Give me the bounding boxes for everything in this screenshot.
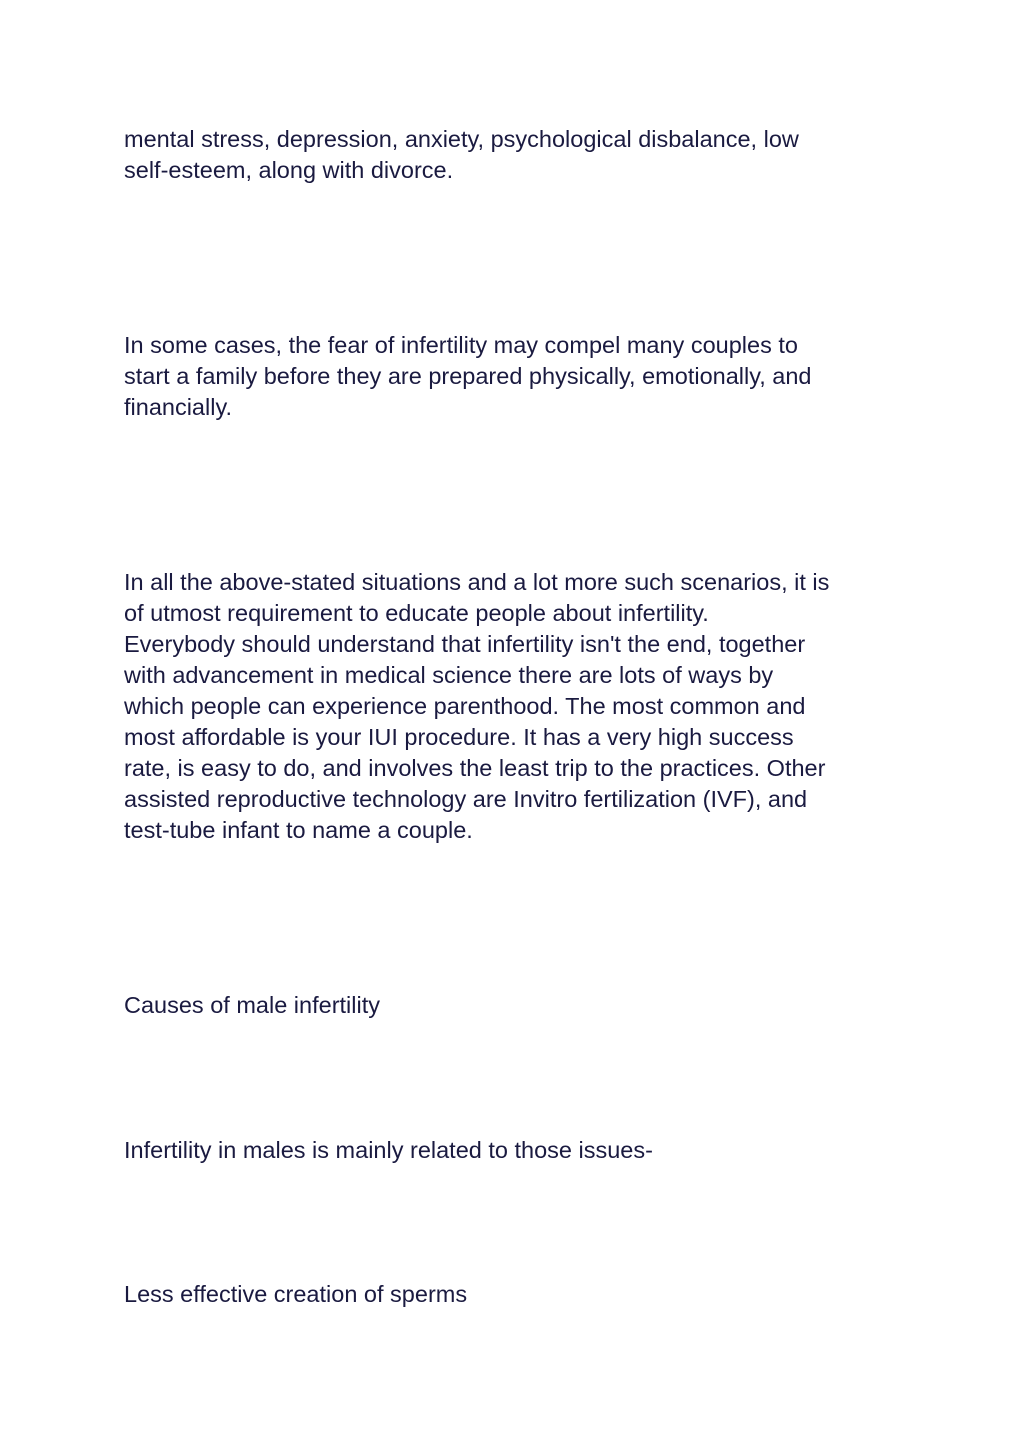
text-line: rate, is easy to do, and involves the least trip to the practices. Other [124,755,826,781]
section-heading-causes [124,990,914,1021]
paragraph-fear-of-infertility [124,330,914,423]
text-line: In some cases, the fear of infertility may compel many couples to [124,332,798,358]
paragraph-male-infertility-issues [124,1135,914,1166]
text-line: start a family before they are prepared physically, emotionally, and [124,363,812,389]
text-line: self-esteem, along with divorce. [124,157,454,183]
text-line: financially. [124,394,232,420]
text-line: assisted reproductive technology are Invitro fertilization (IVF), and [124,786,808,812]
paragraph-educate-people [124,567,914,846]
text-line: Less effective creation of sperms [124,1281,468,1307]
text-line: which people can experience parenthood. The most common and [124,693,806,719]
text-line: with advancement in medical science there are lots of ways by [124,662,774,688]
text-line: test-tube infant to name a couple. [124,817,473,843]
text-line: of utmost requirement to educate people about infertility. [124,600,709,626]
heading-text: Causes of male infertility [124,992,380,1018]
paragraph-sperm-creation [124,1279,914,1310]
text-line: Infertility in males is mainly related to those issues- [124,1137,653,1163]
text-line: In all the above-stated situations and a lot more such scenarios, it is [124,569,830,595]
paragraph-mental-stress [124,124,914,186]
text-line: Everybody should understand that infertility isn't the end, together [124,631,806,657]
text-line: mental stress, depression, anxiety, psychological disbalance, low [124,126,799,152]
text-line: most affordable is your IUI procedure. It has a very high success [124,724,794,750]
